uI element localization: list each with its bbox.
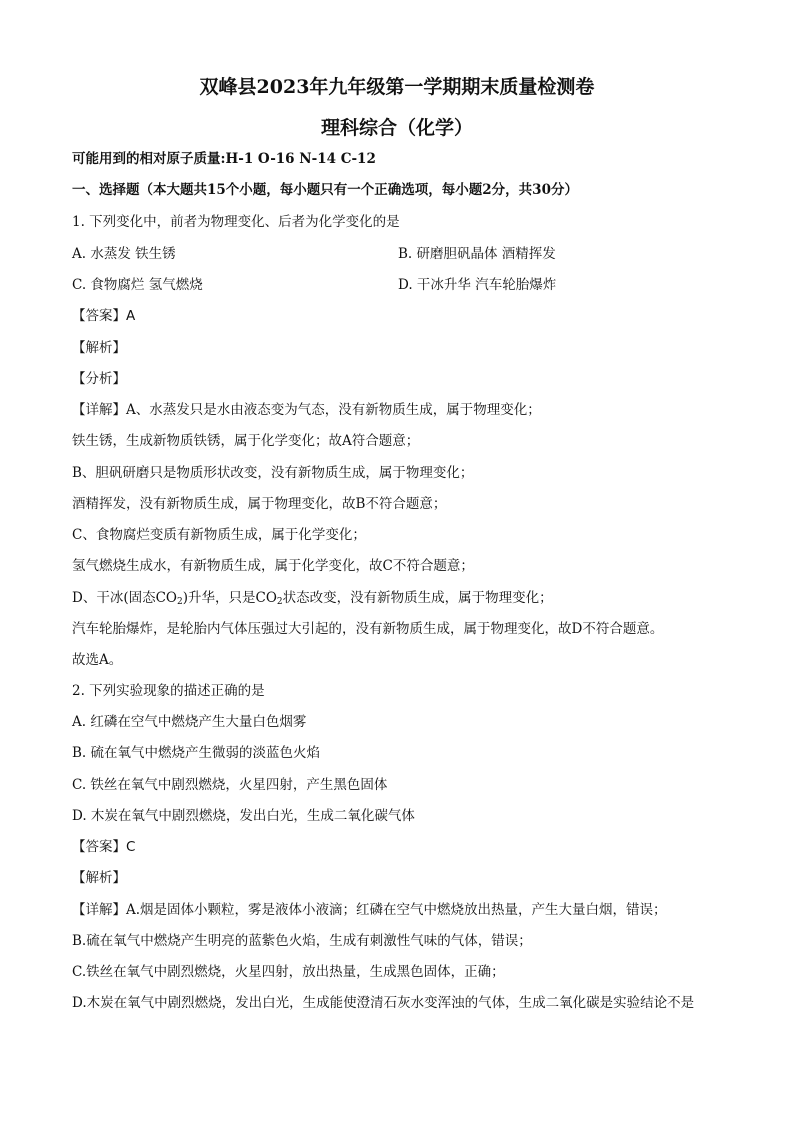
- q1-detail-d-line: [72, 589, 732, 607]
- q1-detail-line: 酒精挥发，没有新物质生成，属于物理变化，故B不符合题意；: [72, 496, 447, 512]
- q2-option-c: C. 铁丝在氧气中剧烈燃烧，火星四射，产生黑色固体: [72, 777, 388, 793]
- q2-option-a: A. 红磷在空气中燃烧产生大量白色烟雾: [72, 714, 307, 730]
- co2-subscript: 2: [276, 597, 283, 607]
- q1-option-a: A. 水蒸发 铁生锈: [72, 246, 176, 262]
- document-subtitle: 理科综合（化学）: [320, 117, 473, 139]
- q1-d-text-b: )升华，只是CO: [182, 590, 277, 606]
- q1-detail-line: 铁生锈，生成新物质铁锈，属于化学变化；故A符合题意；: [72, 433, 420, 449]
- section-heading: 一、选择题（本大题共15个小题，每小题只有一个正确选项，每小题2分，共30分）: [72, 182, 578, 198]
- q2-detail-line: C.铁丝在氧气中剧烈燃烧，火星四射，放出热量，生成黑色固体，正确；: [72, 964, 505, 980]
- q1-analysis-label: 【解析】: [72, 340, 126, 356]
- q2-detail-line: 【详解】A.烟是固体小颗粒，雾是液体小液滴；红磷在空气中燃烧放出热量，产生大量白烟，错误；: [72, 902, 667, 918]
- q1-detail-line: C、食物腐烂变质有新物质生成，属于化学变化；: [72, 527, 366, 543]
- q1-answer: 【答案】A: [72, 308, 136, 324]
- q1-d-text-c: 状态改变，没有新物质生成，属于物理变化；: [282, 590, 553, 606]
- co2-subscript: 2: [177, 597, 183, 607]
- q2-detail-line: B.硫在氧气中燃烧产生明亮的蓝紫色火焰，生成有刺激性气味的气体，错误；: [72, 933, 532, 949]
- q1-stem: 1. 下列变化中，前者为物理变化、后者为化学变化的是: [72, 214, 400, 230]
- q1-detail-line: 【详解】A、水蒸发只是水由液态变为气态，没有新物质生成，属于物理变化；: [72, 402, 541, 418]
- q1-option-b: B. 研磨胆矾晶体 酒精挥发: [398, 246, 556, 262]
- q2-stem: 2. 下列实验现象的描述正确的是: [72, 683, 265, 699]
- q1-option-d: D. 干冰升华 汽车轮胎爆炸: [398, 277, 557, 293]
- q1-d-text-a: D、干冰(固态CO: [72, 590, 177, 606]
- q1-detail-line: 汽车轮胎爆炸，是轮胎内气体压强过大引起的，没有新物质生成，属于物理变化，故D不符合题意。: [72, 621, 664, 637]
- q1-detail-line: B、胆矾研磨只是物质形状改变，没有新物质生成，属于物理变化；: [72, 465, 474, 481]
- q2-option-d: D. 木炭在氧气中剧烈燃烧，发出白光，生成二氧化碳气体: [72, 808, 415, 824]
- q2-analysis-label: 【解析】: [72, 870, 126, 886]
- q2-answer: 【答案】C: [72, 839, 136, 855]
- document-title: 双峰县2023年九年级第一学期期末质量检测卷: [199, 76, 595, 98]
- q1-option-c: C. 食物腐烂 氢气燃烧: [72, 277, 203, 293]
- q2-option-b: B. 硫在氧气中燃烧产生微弱的淡蓝色火焰: [72, 745, 321, 761]
- atomic-mass-note: 可能用到的相对原子质量:H-1 O-16 N-14 C-12: [72, 151, 376, 167]
- q1-fenxi-label: 【分析】: [72, 371, 126, 387]
- q1-detail-line: 氢气燃烧生成水，有新物质生成，属于化学变化，故C不符合题意；: [72, 558, 474, 574]
- q2-detail-line: D.木炭在氧气中剧烈燃烧，发出白光，生成能使澄清石灰水变浑浊的气体，生成二氧化碳是实验结论不是: [72, 995, 695, 1011]
- q1-conclusion: 故选A。: [72, 652, 123, 668]
